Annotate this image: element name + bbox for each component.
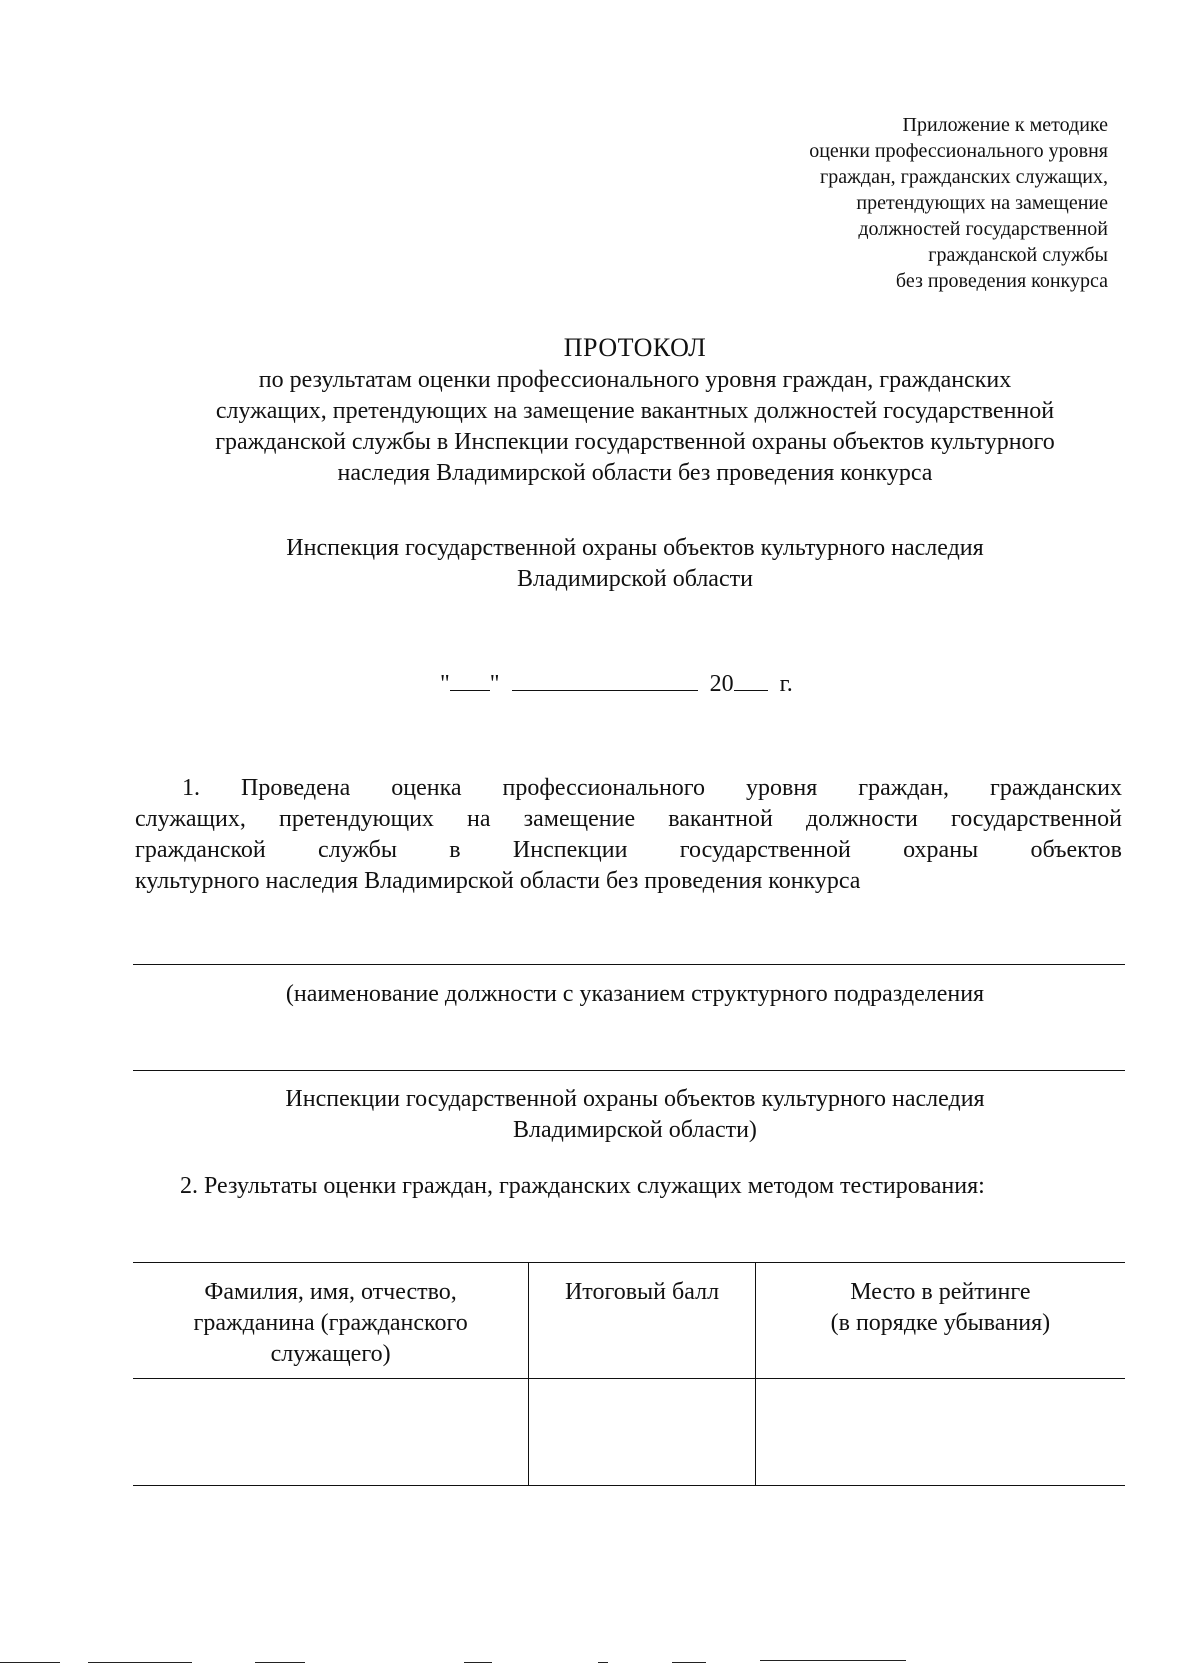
header-full-name xyxy=(133,1263,529,1379)
scan-artifact-line xyxy=(598,1662,608,1663)
subtitle-line: по результатам оценки профессионального уровня граждан, гражданских xyxy=(258,367,1012,393)
cell-total-score[interactable] xyxy=(529,1379,756,1486)
section-2-paragraph: 2. Результаты оценки граждан, гражданских служащих методом тестирования: xyxy=(180,1173,985,1199)
header-line: Место в рейтинге xyxy=(850,1279,1031,1305)
date-line xyxy=(440,670,793,698)
organization-line: Инспекция государственной охраны объектов культурного наследия xyxy=(286,535,984,561)
scan-artifact-line xyxy=(88,1662,192,1663)
month-blank xyxy=(512,670,698,691)
appendix-line: Приложение к методике xyxy=(902,114,1108,136)
table-header-row xyxy=(133,1263,1125,1379)
section-1-line: гражданской службы в Инспекции государственной охраны объектов xyxy=(135,837,1122,863)
document-title: ПРОТОКОЛ xyxy=(563,333,707,362)
scan-artifact-line xyxy=(464,1662,492,1663)
appendix-line: гражданской службы xyxy=(928,244,1108,266)
header-total-score xyxy=(529,1263,756,1379)
header-line: Фамилия, имя, отчество, xyxy=(204,1279,457,1305)
year-suffix: г. xyxy=(779,671,793,697)
position-caption: (наименование должности с указанием структурного подразделения xyxy=(285,981,985,1007)
appendix-line: без проведения конкурса xyxy=(895,270,1108,292)
section-1-line: 1. Проведена оценка профессионального уровня граждан, гражданских xyxy=(182,775,1122,801)
section-1-paragraph xyxy=(135,773,1122,897)
header-line: Итоговый балл xyxy=(564,1279,720,1305)
table-row xyxy=(133,1379,1125,1486)
year-blank xyxy=(734,670,768,691)
organization-name xyxy=(140,533,1130,595)
appendix-note xyxy=(809,112,1108,294)
date-quote-open: " xyxy=(440,671,450,697)
scan-artifact-line xyxy=(672,1662,706,1663)
section-1-line: культурного наследия Владимирской области без проведения конкурса xyxy=(135,868,861,894)
appendix-line: граждан, гражданских служащих, xyxy=(820,166,1108,188)
department-caption-line: Инспекции государственной охраны объектов культурного наследия xyxy=(285,1086,985,1112)
date-quote-close: " xyxy=(489,671,500,697)
year-prefix: 20 xyxy=(709,671,734,697)
subtitle-line: служащих, претендующих на замещение вакантных должностей государственной xyxy=(215,398,1055,424)
scan-artifact-line xyxy=(0,1662,60,1663)
cell-rating-place[interactable] xyxy=(755,1379,1125,1486)
header-line: служащего) xyxy=(270,1341,391,1367)
department-caption xyxy=(140,1084,1130,1146)
subtitle-line: гражданской службы в Инспекции государственной охраны объектов культурного xyxy=(215,429,1055,455)
organization-line: Владимирской области xyxy=(517,566,753,592)
department-caption-line: Владимирской области) xyxy=(513,1117,757,1143)
scan-artifact-line xyxy=(255,1662,305,1663)
scan-artifact-line xyxy=(760,1660,906,1661)
section-1-line: служащих, претендующих на замещение вакантной должности государственной xyxy=(135,806,1122,832)
document-subtitle xyxy=(140,365,1130,489)
appendix-line: оценки профессионального уровня xyxy=(809,140,1108,162)
appendix-line: претендующих на замещение xyxy=(856,192,1108,214)
header-line: (в порядке убывания) xyxy=(830,1310,1051,1336)
appendix-line: должностей государственной xyxy=(858,218,1108,240)
header-rating-place xyxy=(755,1263,1125,1379)
department-fill-line xyxy=(133,1070,1125,1071)
day-blank xyxy=(450,670,490,691)
header-line: гражданина (гражданского xyxy=(193,1310,468,1336)
results-table xyxy=(133,1262,1125,1486)
subtitle-line: наследия Владимирской области без проведения конкурса xyxy=(337,460,933,486)
cell-full-name[interactable] xyxy=(133,1379,529,1486)
position-fill-line xyxy=(133,964,1125,965)
